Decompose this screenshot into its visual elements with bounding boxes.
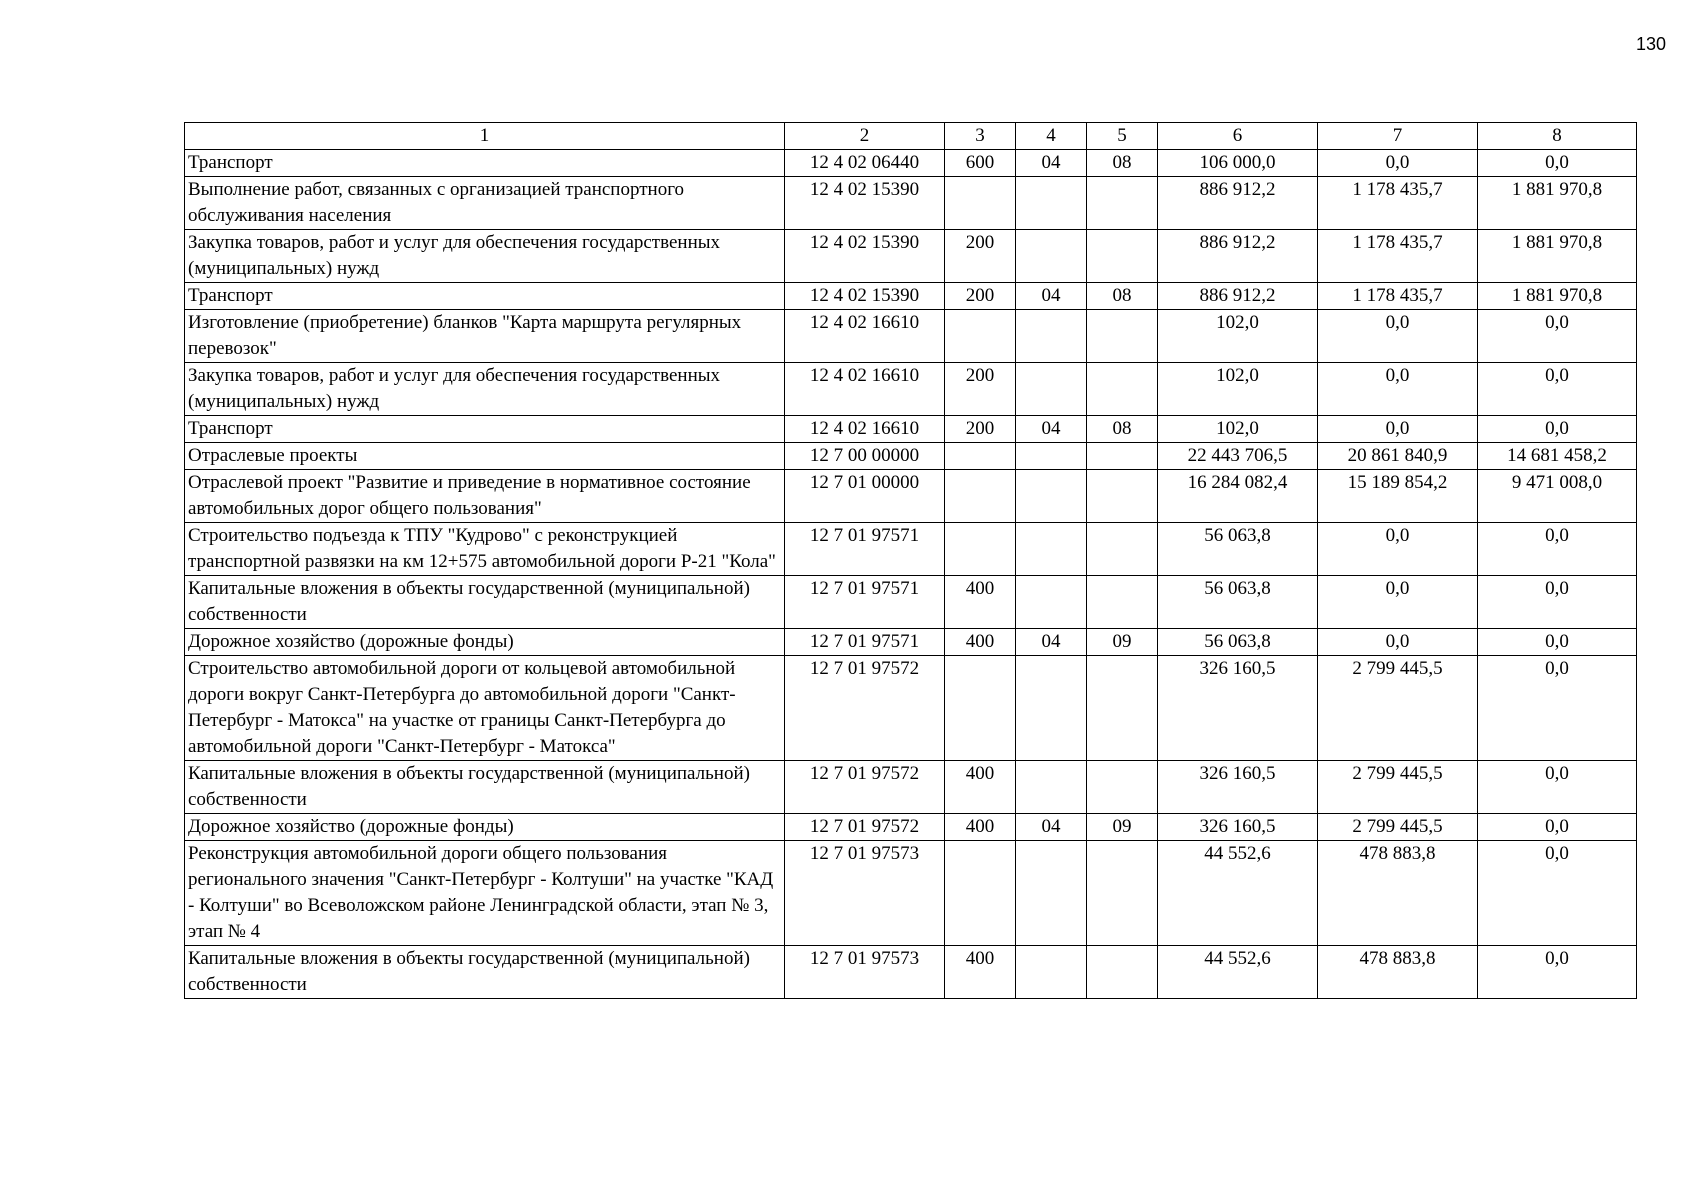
amount-year1-cell: 44 552,6 xyxy=(1158,841,1318,946)
page-number: 130 xyxy=(1635,34,1666,54)
amount-year2-cell: 0,0 xyxy=(1318,363,1478,416)
amount-year2-cell: 0,0 xyxy=(1318,523,1478,576)
target-article-cell: 12 7 01 97571 xyxy=(785,629,945,656)
section-cell: 04 xyxy=(1016,629,1087,656)
table-row xyxy=(185,283,1637,310)
amount-year1-cell: 102,0 xyxy=(1158,363,1318,416)
section-cell xyxy=(1016,230,1087,283)
target-article-cell: 12 7 01 97572 xyxy=(785,656,945,761)
column-header: 6 xyxy=(1158,123,1318,150)
table-row xyxy=(185,814,1637,841)
subsection-cell xyxy=(1087,230,1158,283)
amount-year2-cell: 478 883,8 xyxy=(1318,946,1478,999)
amount-year3-cell: 0,0 xyxy=(1478,656,1637,761)
target-article-cell: 12 4 02 15390 xyxy=(785,283,945,310)
row-name-cell: Реконструкция автомобильной дороги общего пользования регионального значения "Санкт-Петербург - Колтуши" на участке "КАД - Колтуши" во Всеволожском районе Ленинградской области, этап № 3, этап № 4 xyxy=(185,841,785,946)
target-article-cell: 12 7 01 00000 xyxy=(785,470,945,523)
budget-table xyxy=(184,122,1637,999)
column-header: 1 xyxy=(185,123,785,150)
amount-year1-cell: 886 912,2 xyxy=(1158,177,1318,230)
amount-year2-cell: 2 799 445,5 xyxy=(1318,761,1478,814)
amount-year3-cell: 0,0 xyxy=(1478,416,1637,443)
subsection-cell xyxy=(1087,470,1158,523)
amount-year2-cell: 1 178 435,7 xyxy=(1318,230,1478,283)
expense-type-cell xyxy=(945,443,1016,470)
expense-type-cell xyxy=(945,523,1016,576)
table-row xyxy=(185,761,1637,814)
subsection-cell xyxy=(1087,363,1158,416)
amount-year1-cell: 56 063,8 xyxy=(1158,629,1318,656)
subsection-cell xyxy=(1087,656,1158,761)
amount-year2-cell: 15 189 854,2 xyxy=(1318,470,1478,523)
section-cell: 04 xyxy=(1016,814,1087,841)
subsection-cell xyxy=(1087,946,1158,999)
amount-year2-cell: 0,0 xyxy=(1318,629,1478,656)
amount-year3-cell: 0,0 xyxy=(1478,814,1637,841)
amount-year2-cell: 2 799 445,5 xyxy=(1318,814,1478,841)
amount-year1-cell: 22 443 706,5 xyxy=(1158,443,1318,470)
expense-type-cell xyxy=(945,177,1016,230)
amount-year1-cell: 102,0 xyxy=(1158,416,1318,443)
target-article-cell: 12 7 01 97571 xyxy=(785,576,945,629)
target-article-cell: 12 7 01 97573 xyxy=(785,946,945,999)
row-name-cell: Дорожное хозяйство (дорожные фонды) xyxy=(185,814,785,841)
target-article-cell: 12 7 01 97572 xyxy=(785,761,945,814)
amount-year3-cell: 0,0 xyxy=(1478,841,1637,946)
column-header: 4 xyxy=(1016,123,1087,150)
section-cell xyxy=(1016,310,1087,363)
table-row xyxy=(185,470,1637,523)
subsection-cell xyxy=(1087,761,1158,814)
amount-year2-cell: 20 861 840,9 xyxy=(1318,443,1478,470)
subsection-cell xyxy=(1087,841,1158,946)
table-row xyxy=(185,946,1637,999)
expense-type-cell: 400 xyxy=(945,576,1016,629)
target-article-cell: 12 7 00 00000 xyxy=(785,443,945,470)
column-header: 5 xyxy=(1087,123,1158,150)
row-name-cell: Выполнение работ, связанных с организацией транспортного обслуживания населения xyxy=(185,177,785,230)
table-row xyxy=(185,363,1637,416)
section-cell xyxy=(1016,841,1087,946)
subsection-cell xyxy=(1087,177,1158,230)
subsection-cell: 08 xyxy=(1087,416,1158,443)
amount-year2-cell: 1 178 435,7 xyxy=(1318,283,1478,310)
amount-year3-cell: 0,0 xyxy=(1478,629,1637,656)
amount-year1-cell: 16 284 082,4 xyxy=(1158,470,1318,523)
amount-year3-cell: 0,0 xyxy=(1478,761,1637,814)
subsection-cell xyxy=(1087,443,1158,470)
subsection-cell: 09 xyxy=(1087,629,1158,656)
expense-type-cell: 400 xyxy=(945,946,1016,999)
subsection-cell xyxy=(1087,523,1158,576)
amount-year1-cell: 56 063,8 xyxy=(1158,523,1318,576)
amount-year3-cell: 0,0 xyxy=(1478,363,1637,416)
table-row xyxy=(185,841,1637,946)
amount-year3-cell: 0,0 xyxy=(1478,523,1637,576)
amount-year3-cell: 0,0 xyxy=(1478,310,1637,363)
amount-year1-cell: 886 912,2 xyxy=(1158,230,1318,283)
amount-year1-cell: 106 000,0 xyxy=(1158,150,1318,177)
table-row xyxy=(185,177,1637,230)
section-cell xyxy=(1016,761,1087,814)
table-row xyxy=(185,230,1637,283)
table-row xyxy=(185,416,1637,443)
row-name-cell: Капитальные вложения в объекты государственной (муниципальной) собственности xyxy=(185,761,785,814)
row-name-cell: Транспорт xyxy=(185,416,785,443)
header-row xyxy=(185,123,1637,150)
column-header: 8 xyxy=(1478,123,1637,150)
table-row xyxy=(185,150,1637,177)
amount-year1-cell: 44 552,6 xyxy=(1158,946,1318,999)
target-article-cell: 12 7 01 97571 xyxy=(785,523,945,576)
amount-year2-cell: 0,0 xyxy=(1318,150,1478,177)
subsection-cell: 08 xyxy=(1087,283,1158,310)
table-row xyxy=(185,656,1637,761)
amount-year1-cell: 326 160,5 xyxy=(1158,761,1318,814)
amount-year3-cell: 0,0 xyxy=(1478,576,1637,629)
section-cell: 04 xyxy=(1016,150,1087,177)
expense-type-cell: 600 xyxy=(945,150,1016,177)
section-cell xyxy=(1016,656,1087,761)
expense-type-cell: 200 xyxy=(945,230,1016,283)
expense-type-cell: 400 xyxy=(945,814,1016,841)
amount-year2-cell: 0,0 xyxy=(1318,576,1478,629)
amount-year3-cell: 0,0 xyxy=(1478,946,1637,999)
amount-year2-cell: 478 883,8 xyxy=(1318,841,1478,946)
section-cell: 04 xyxy=(1016,283,1087,310)
target-article-cell: 12 4 02 15390 xyxy=(785,177,945,230)
row-name-cell: Транспорт xyxy=(185,150,785,177)
table-row xyxy=(185,576,1637,629)
row-name-cell: Капитальные вложения в объекты государственной (муниципальной) собственности xyxy=(185,946,785,999)
row-name-cell: Отраслевой проект "Развитие и приведение в нормативное состояние автомобильных дорог общего пользования" xyxy=(185,470,785,523)
row-name-cell: Капитальные вложения в объекты государственной (муниципальной) собственности xyxy=(185,576,785,629)
subsection-cell xyxy=(1087,576,1158,629)
row-name-cell: Дорожное хозяйство (дорожные фонды) xyxy=(185,629,785,656)
row-name-cell: Строительство подъезда к ТПУ "Кудрово" с реконструкцией транспортной развязки на км 12+575 автомобильной дороги Р-21 "Кола" xyxy=(185,523,785,576)
section-cell xyxy=(1016,576,1087,629)
section-cell xyxy=(1016,177,1087,230)
amount-year3-cell: 9 471 008,0 xyxy=(1478,470,1637,523)
row-name-cell: Закупка товаров, работ и услуг для обеспечения государственных (муниципальных) нужд xyxy=(185,230,785,283)
subsection-cell: 08 xyxy=(1087,150,1158,177)
column-header: 7 xyxy=(1318,123,1478,150)
target-article-cell: 12 4 02 16610 xyxy=(785,310,945,363)
expense-type-cell: 400 xyxy=(945,761,1016,814)
subsection-cell: 09 xyxy=(1087,814,1158,841)
row-name-cell: Отраслевые проекты xyxy=(185,443,785,470)
expense-type-cell: 200 xyxy=(945,283,1016,310)
row-name-cell: Закупка товаров, работ и услуг для обеспечения государственных (муниципальных) нужд xyxy=(185,363,785,416)
table-row xyxy=(185,443,1637,470)
section-cell xyxy=(1016,443,1087,470)
column-header: 2 xyxy=(785,123,945,150)
amount-year1-cell: 56 063,8 xyxy=(1158,576,1318,629)
subsection-cell xyxy=(1087,310,1158,363)
expense-type-cell xyxy=(945,470,1016,523)
target-article-cell: 12 7 01 97572 xyxy=(785,814,945,841)
expense-type-cell xyxy=(945,841,1016,946)
amount-year2-cell: 0,0 xyxy=(1318,416,1478,443)
expense-type-cell: 200 xyxy=(945,363,1016,416)
target-article-cell: 12 4 02 15390 xyxy=(785,230,945,283)
amount-year3-cell: 1 881 970,8 xyxy=(1478,230,1637,283)
column-header: 3 xyxy=(945,123,1016,150)
amount-year3-cell: 0,0 xyxy=(1478,150,1637,177)
row-name-cell: Транспорт xyxy=(185,283,785,310)
table-row xyxy=(185,310,1637,363)
table-row xyxy=(185,523,1637,576)
section-cell xyxy=(1016,470,1087,523)
expense-type-cell: 200 xyxy=(945,416,1016,443)
amount-year2-cell: 0,0 xyxy=(1318,310,1478,363)
target-article-cell: 12 4 02 16610 xyxy=(785,363,945,416)
target-article-cell: 12 4 02 16610 xyxy=(785,416,945,443)
row-name-cell: Строительство автомобильной дороги от кольцевой автомобильной дороги вокруг Санкт-Петербурга до автомобильной дороги "Санкт-Петербург - Матокса" на участке от границы Санкт-Петербурга до автомобильной дороги "Санкт-Петербург - Матокса" xyxy=(185,656,785,761)
amount-year1-cell: 102,0 xyxy=(1158,310,1318,363)
target-article-cell: 12 4 02 06440 xyxy=(785,150,945,177)
section-cell xyxy=(1016,946,1087,999)
target-article-cell: 12 7 01 97573 xyxy=(785,841,945,946)
amount-year3-cell: 1 881 970,8 xyxy=(1478,177,1637,230)
expense-type-cell xyxy=(945,656,1016,761)
amount-year1-cell: 326 160,5 xyxy=(1158,814,1318,841)
table-row xyxy=(185,629,1637,656)
amount-year3-cell: 1 881 970,8 xyxy=(1478,283,1637,310)
section-cell xyxy=(1016,363,1087,416)
expense-type-cell xyxy=(945,310,1016,363)
amount-year2-cell: 2 799 445,5 xyxy=(1318,656,1478,761)
amount-year2-cell: 1 178 435,7 xyxy=(1318,177,1478,230)
amount-year1-cell: 886 912,2 xyxy=(1158,283,1318,310)
expense-type-cell: 400 xyxy=(945,629,1016,656)
row-name-cell: Изготовление (приобретение) бланков "Карта маршрута регулярных перевозок" xyxy=(185,310,785,363)
section-cell: 04 xyxy=(1016,416,1087,443)
amount-year1-cell: 326 160,5 xyxy=(1158,656,1318,761)
section-cell xyxy=(1016,523,1087,576)
amount-year3-cell: 14 681 458,2 xyxy=(1478,443,1637,470)
